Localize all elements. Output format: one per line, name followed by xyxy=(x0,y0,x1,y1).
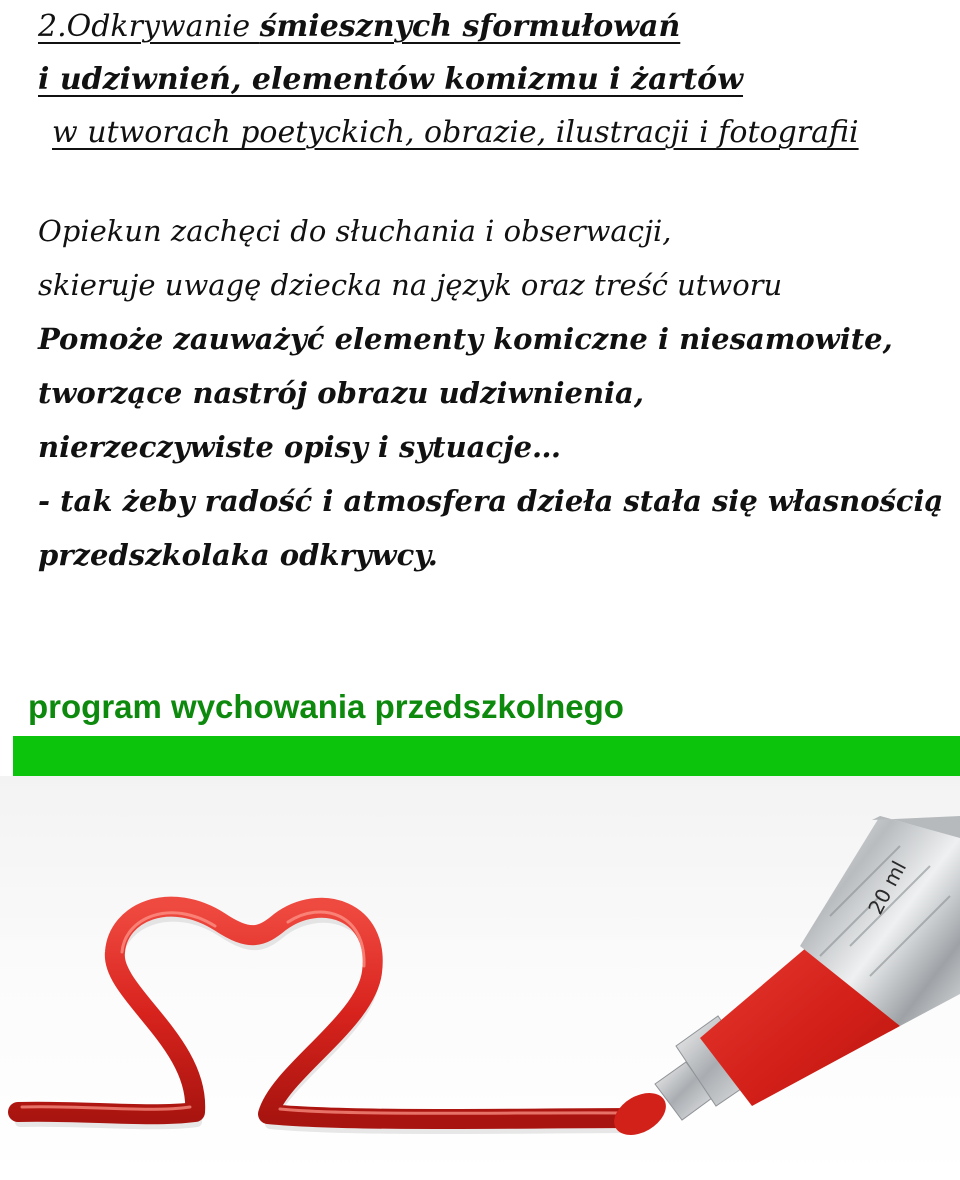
heading-line-1 xyxy=(38,0,938,53)
body-line-7: przedszkolaka odkrywcy. xyxy=(38,538,438,572)
program-label: program wychowania przedszkolnego xyxy=(28,688,624,725)
body-line-1: Opiekun zachęci do słuchania i obserwacji, xyxy=(38,214,672,248)
heading-bold-phrase: śmiesznych sformułowań xyxy=(259,9,681,44)
body-line-5: nierzeczywiste opisy i sytuacje… xyxy=(38,430,562,464)
description-text xyxy=(38,204,948,582)
heading-line-2-text: i udziwnień, elementów komizmu i żartów xyxy=(38,62,744,97)
body-line-2: skieruje uwagę dziecka na język oraz treść utworu xyxy=(38,268,783,302)
heading-number-prefix: 2.Odkrywanie xyxy=(38,9,260,44)
tube-volume-label: 20 ml xyxy=(863,856,912,919)
heading-line-3-text: w utworach poetyckich, obrazie, ilustracji i fotografii xyxy=(52,115,859,150)
heading-line-3 xyxy=(38,106,938,159)
body-line-6: - tak żeby radość i atmosfera dzieła stała się własnością xyxy=(38,484,944,518)
heading-line-2 xyxy=(38,53,938,106)
heart-paint-illustration xyxy=(0,776,960,1180)
body-line-4: tworzące nastrój obrazu udziwnienia, xyxy=(38,376,644,410)
section-heading xyxy=(38,0,938,159)
body-line-3: Pomoże zauważyć elementy komiczne i niesamowite, xyxy=(38,322,893,356)
green-divider-bar xyxy=(13,736,960,776)
